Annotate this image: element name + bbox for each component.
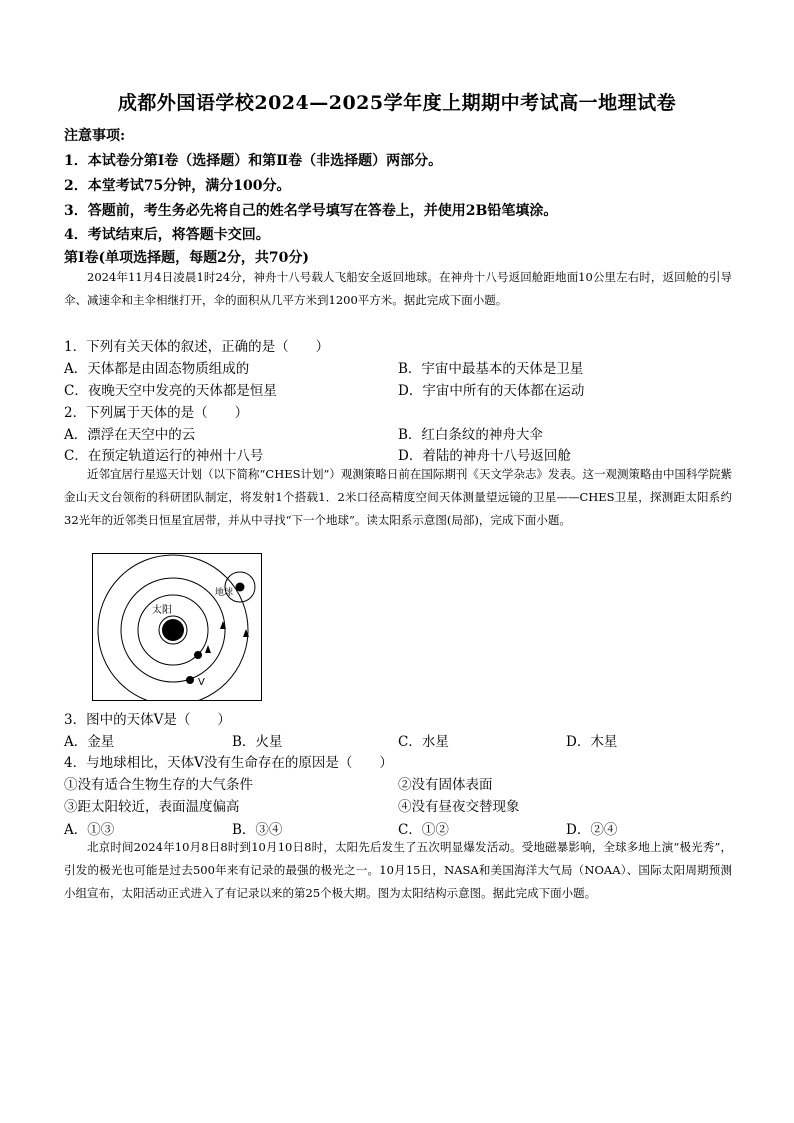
q1-option-d[interactable]: D．宇宙中所有的天体都在运动 xyxy=(398,383,585,399)
q2-option-d[interactable]: D．着陆的神舟十八号返回舱 xyxy=(398,448,571,464)
question-3-stem: 3．图中的天体Ⅴ是（ ） xyxy=(64,712,231,728)
q4-option-b[interactable]: B．③④ xyxy=(232,822,283,838)
planet-inner xyxy=(194,651,202,659)
question-1-stem: 1．下列有关天体的叙述，正确的是（ ） xyxy=(64,339,330,355)
planet-v xyxy=(186,676,194,684)
q2-option-a[interactable]: A．漂浮在天空中的云 xyxy=(64,427,196,443)
passage-3: 北京时间2024年10月8日8时到10月10日8时，太阳先后发生了五次明显爆发活动。受地磁暴影响，全球多地上演“极光秀”，引发的极光也可能是过去500年来有记录的最强的极光之一。10月15日，NASA和美国海洋大气局（NOAA）、国际太阳周期预测小组宣布，太阳活动正式进入了有记录以来的第25个极大期。图为太阳结构示意图。据此完成下面小题。 xyxy=(64,840,732,900)
q3-option-a[interactable]: A．金星 xyxy=(64,734,115,750)
question-4-stem: 4．与地球相比，天体Ⅴ没有生命存在的原因是（ ） xyxy=(64,755,393,771)
q4-statement: ①没有适合生物生存的大气条件 xyxy=(64,777,253,793)
notice-item: 2．本堂考试75分钟，满分100分。 xyxy=(64,178,291,194)
q4-option-c[interactable]: C．①② xyxy=(398,822,449,838)
notice-item: 3．答题前，考生务必先将自己的姓名学号填写在答卷上，并使用2B铅笔填涂。 xyxy=(64,203,558,219)
q4-option-d[interactable]: D．②④ xyxy=(566,822,618,838)
q1-option-b[interactable]: B．宇宙中最基本的天体是卫星 xyxy=(398,361,584,377)
passage-1: 2024年11月4日凌晨1时24分，神舟十八号载人飞船安全返回地球。在神舟十八号返回舱距地面10公里左右时，返回舱的引导伞、减速伞和主伞相继打开，伞的面积从几平方米到1200平方米。据此完成下面小题。 xyxy=(64,270,732,307)
notice-item: 1．本试卷分第Ⅰ卷（选择题）和第Ⅱ卷（非选择题）两部分。 xyxy=(64,153,443,169)
section-heading: 第Ⅰ卷(单项选择题，每题2分，共70分) xyxy=(64,250,310,266)
q1-option-c[interactable]: C．夜晚天空中发亮的天体都是恒星 xyxy=(64,383,277,399)
q3-option-b[interactable]: B．火星 xyxy=(232,734,283,750)
sun xyxy=(162,619,184,641)
solar-system-diagram xyxy=(92,553,262,701)
q3-option-c[interactable]: C．水星 xyxy=(398,734,449,750)
earth-label: 地球 xyxy=(215,588,234,598)
notice-item: 4．考试结束后，将答题卡交回。 xyxy=(64,227,270,243)
q4-statement: ③距太阳较近，表面温度偏高 xyxy=(64,799,240,815)
q2-option-b[interactable]: B．红白条纹的神舟大伞 xyxy=(398,427,543,443)
q4-statement: ④没有昼夜交替现象 xyxy=(398,799,520,815)
passage-2: 近邻宜居行星巡天计划（以下简称“CHES计划”）观测策略日前在国际期刊《天文学杂志》发表。这一观测策略由中国科学院紫金山天文台领衔的科研团队制定，将发射1个搭载1．2米口径高精度空间天体测量望远镜的卫星——CHES卫星，探测距太阳系约32光年的近邻类日恒星宜居带，并从中寻找“下一个地球”。读太阳系示意图(局部)，完成下面小题。 xyxy=(64,467,732,527)
q4-option-a[interactable]: A．①③ xyxy=(64,822,115,838)
planet-v-label: V xyxy=(198,677,205,688)
q3-option-d[interactable]: D．木星 xyxy=(566,734,618,750)
q4-statement: ②没有固体表面 xyxy=(398,777,493,793)
question-2-stem: 2．下列属于天体的是（ ） xyxy=(64,405,249,421)
sun-label: 太阳 xyxy=(152,605,172,616)
q1-option-a[interactable]: A．天体都是由固态物质组成的 xyxy=(64,361,250,377)
page-title: 成都外国语学校2024—2025学年度上期期中考试高一地理试卷 xyxy=(117,92,677,114)
notice-heading: 注意事项: xyxy=(64,128,126,144)
earth xyxy=(236,583,245,592)
q2-option-c[interactable]: C．在预定轨道运行的神州十八号 xyxy=(64,448,264,464)
